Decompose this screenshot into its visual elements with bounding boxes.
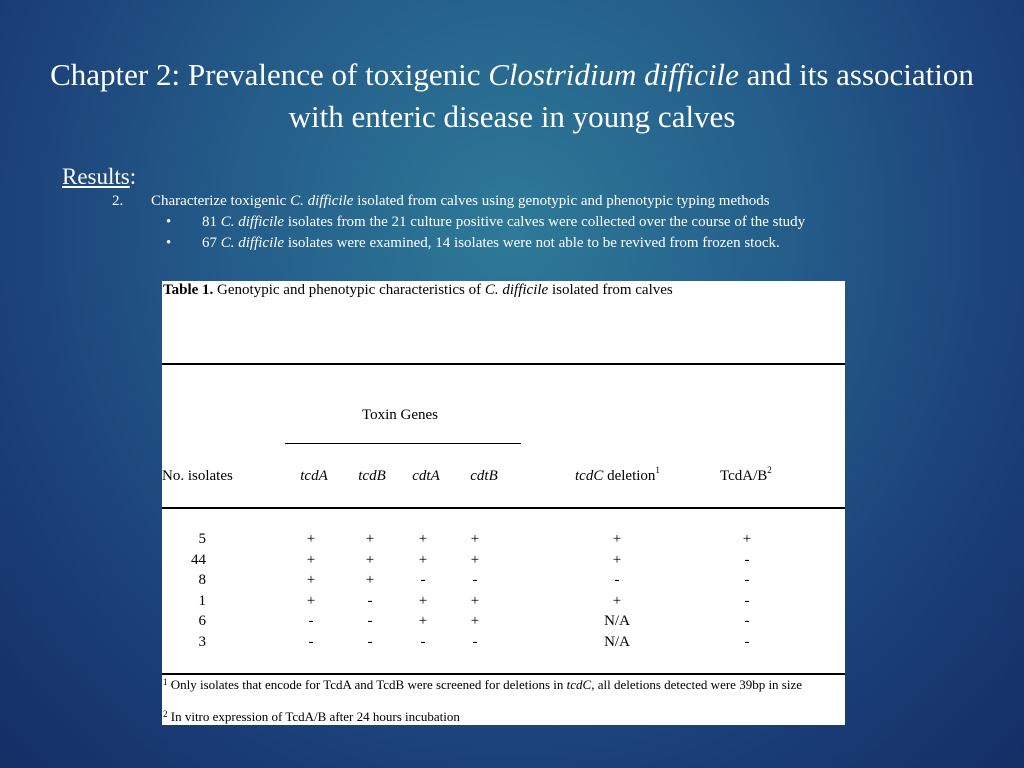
table-header-rule (162, 507, 845, 509)
cell-isolates: 3 (198, 633, 206, 650)
cell-expr: - (744, 633, 750, 650)
cell-tcdC: + (612, 551, 622, 568)
slide-title: Chapter 2: Prevalence of toxigenic Clostridium difficile and its association with enteric disease in young calves (50, 57, 974, 134)
table-caption: Table 1. Genotypic and phenotypic characteristics of C. difficile isolated from calves (163, 282, 673, 298)
cell-tcdA: - (308, 613, 314, 629)
bullet-icon: • (166, 214, 172, 230)
table-image (162, 281, 845, 725)
bullet-icon: • (166, 235, 172, 251)
footnote-1: $^1$ Only isolates that encode for TcdA and TcdB were screened for deletions in tcdC, all deletions detected were 39bp in size (163, 677, 803, 692)
cell-cdtB: + (470, 592, 480, 609)
cell-cdtA: - (420, 572, 426, 588)
col-header-isolates: No. isolates (162, 468, 233, 484)
cell-expr: - (744, 592, 750, 609)
bullet-item: • 81 C. difficile isolates from the 21 culture positive calves were collected over the course of the study (166, 214, 806, 230)
results-heading: Results: (62, 164, 137, 189)
footnote-2: $^2$ In vitro expression of TcdA/B after 24 hours incubation (163, 709, 460, 724)
cell-cdtB: - (472, 633, 478, 650)
cell-tcdC: N/A (604, 633, 630, 650)
col-header-cdtB: cdtB (470, 468, 498, 484)
cell-tcdB: - (367, 613, 373, 629)
cell-expr: - (744, 551, 750, 568)
col-header-tcdB: tcdB (358, 468, 386, 484)
group-header-rule (285, 443, 521, 444)
col-header-tcdA: tcdA (300, 468, 328, 484)
bullet-item: • 67 C. difficile isolates were examined, 14 isolates were not able to be revived from frozen stock. (166, 235, 780, 251)
cell-tcdB: + (365, 572, 375, 588)
cell-tcdA: + (306, 572, 316, 588)
cell-tcdC: + (612, 592, 622, 609)
cell-isolates: 1 (198, 592, 206, 609)
cell-isolates: 5 (198, 531, 206, 547)
cell-cdtB: + (470, 613, 480, 629)
cell-tcdC: N/A (604, 613, 630, 629)
cell-cdtA: - (420, 633, 426, 650)
cell-cdtB: - (472, 572, 478, 588)
cell-expr: + (742, 531, 752, 547)
cell-tcdA: + (306, 592, 316, 609)
table-top-rule (162, 363, 845, 365)
numbered-item-2: 2. Characterize toxigenic C. difficile isolated from calves using genotypic and phenotypic typing methods (112, 193, 770, 209)
cell-cdtA: + (418, 592, 428, 609)
cell-tcdB: + (365, 531, 375, 547)
cell-tcdB: - (367, 592, 373, 609)
table-bottom-rule (162, 673, 845, 675)
cell-cdtA: + (418, 551, 428, 568)
cell-tcdC: - (614, 572, 620, 588)
cell-cdtA: + (418, 613, 428, 629)
cell-tcdA: + (306, 551, 316, 568)
item-number: 2. (112, 193, 124, 209)
cell-cdtB: + (470, 551, 480, 568)
cell-expr: - (744, 572, 750, 588)
cell-isolates: 44 (191, 551, 206, 568)
cell-tcdC: + (612, 531, 622, 547)
cell-tcdB: + (365, 551, 375, 568)
col-header-expression: TcdA/$B^2$ (720, 465, 772, 484)
cell-isolates: 6 (198, 613, 206, 629)
cell-tcdA: + (306, 531, 316, 547)
cell-isolates: 8 (198, 572, 206, 588)
cell-cdtA: + (418, 531, 428, 547)
toxin-genes-header: Toxin Genes (362, 407, 439, 423)
cell-expr: - (744, 613, 750, 629)
cell-tcdB: - (367, 633, 373, 650)
cell-tcdA: - (308, 633, 314, 650)
cell-cdtB: + (470, 531, 480, 547)
col-header-tcdC-deletion: tcdC deletion$^1$ (575, 465, 660, 484)
col-header-cdtA: cdtA (412, 468, 440, 484)
